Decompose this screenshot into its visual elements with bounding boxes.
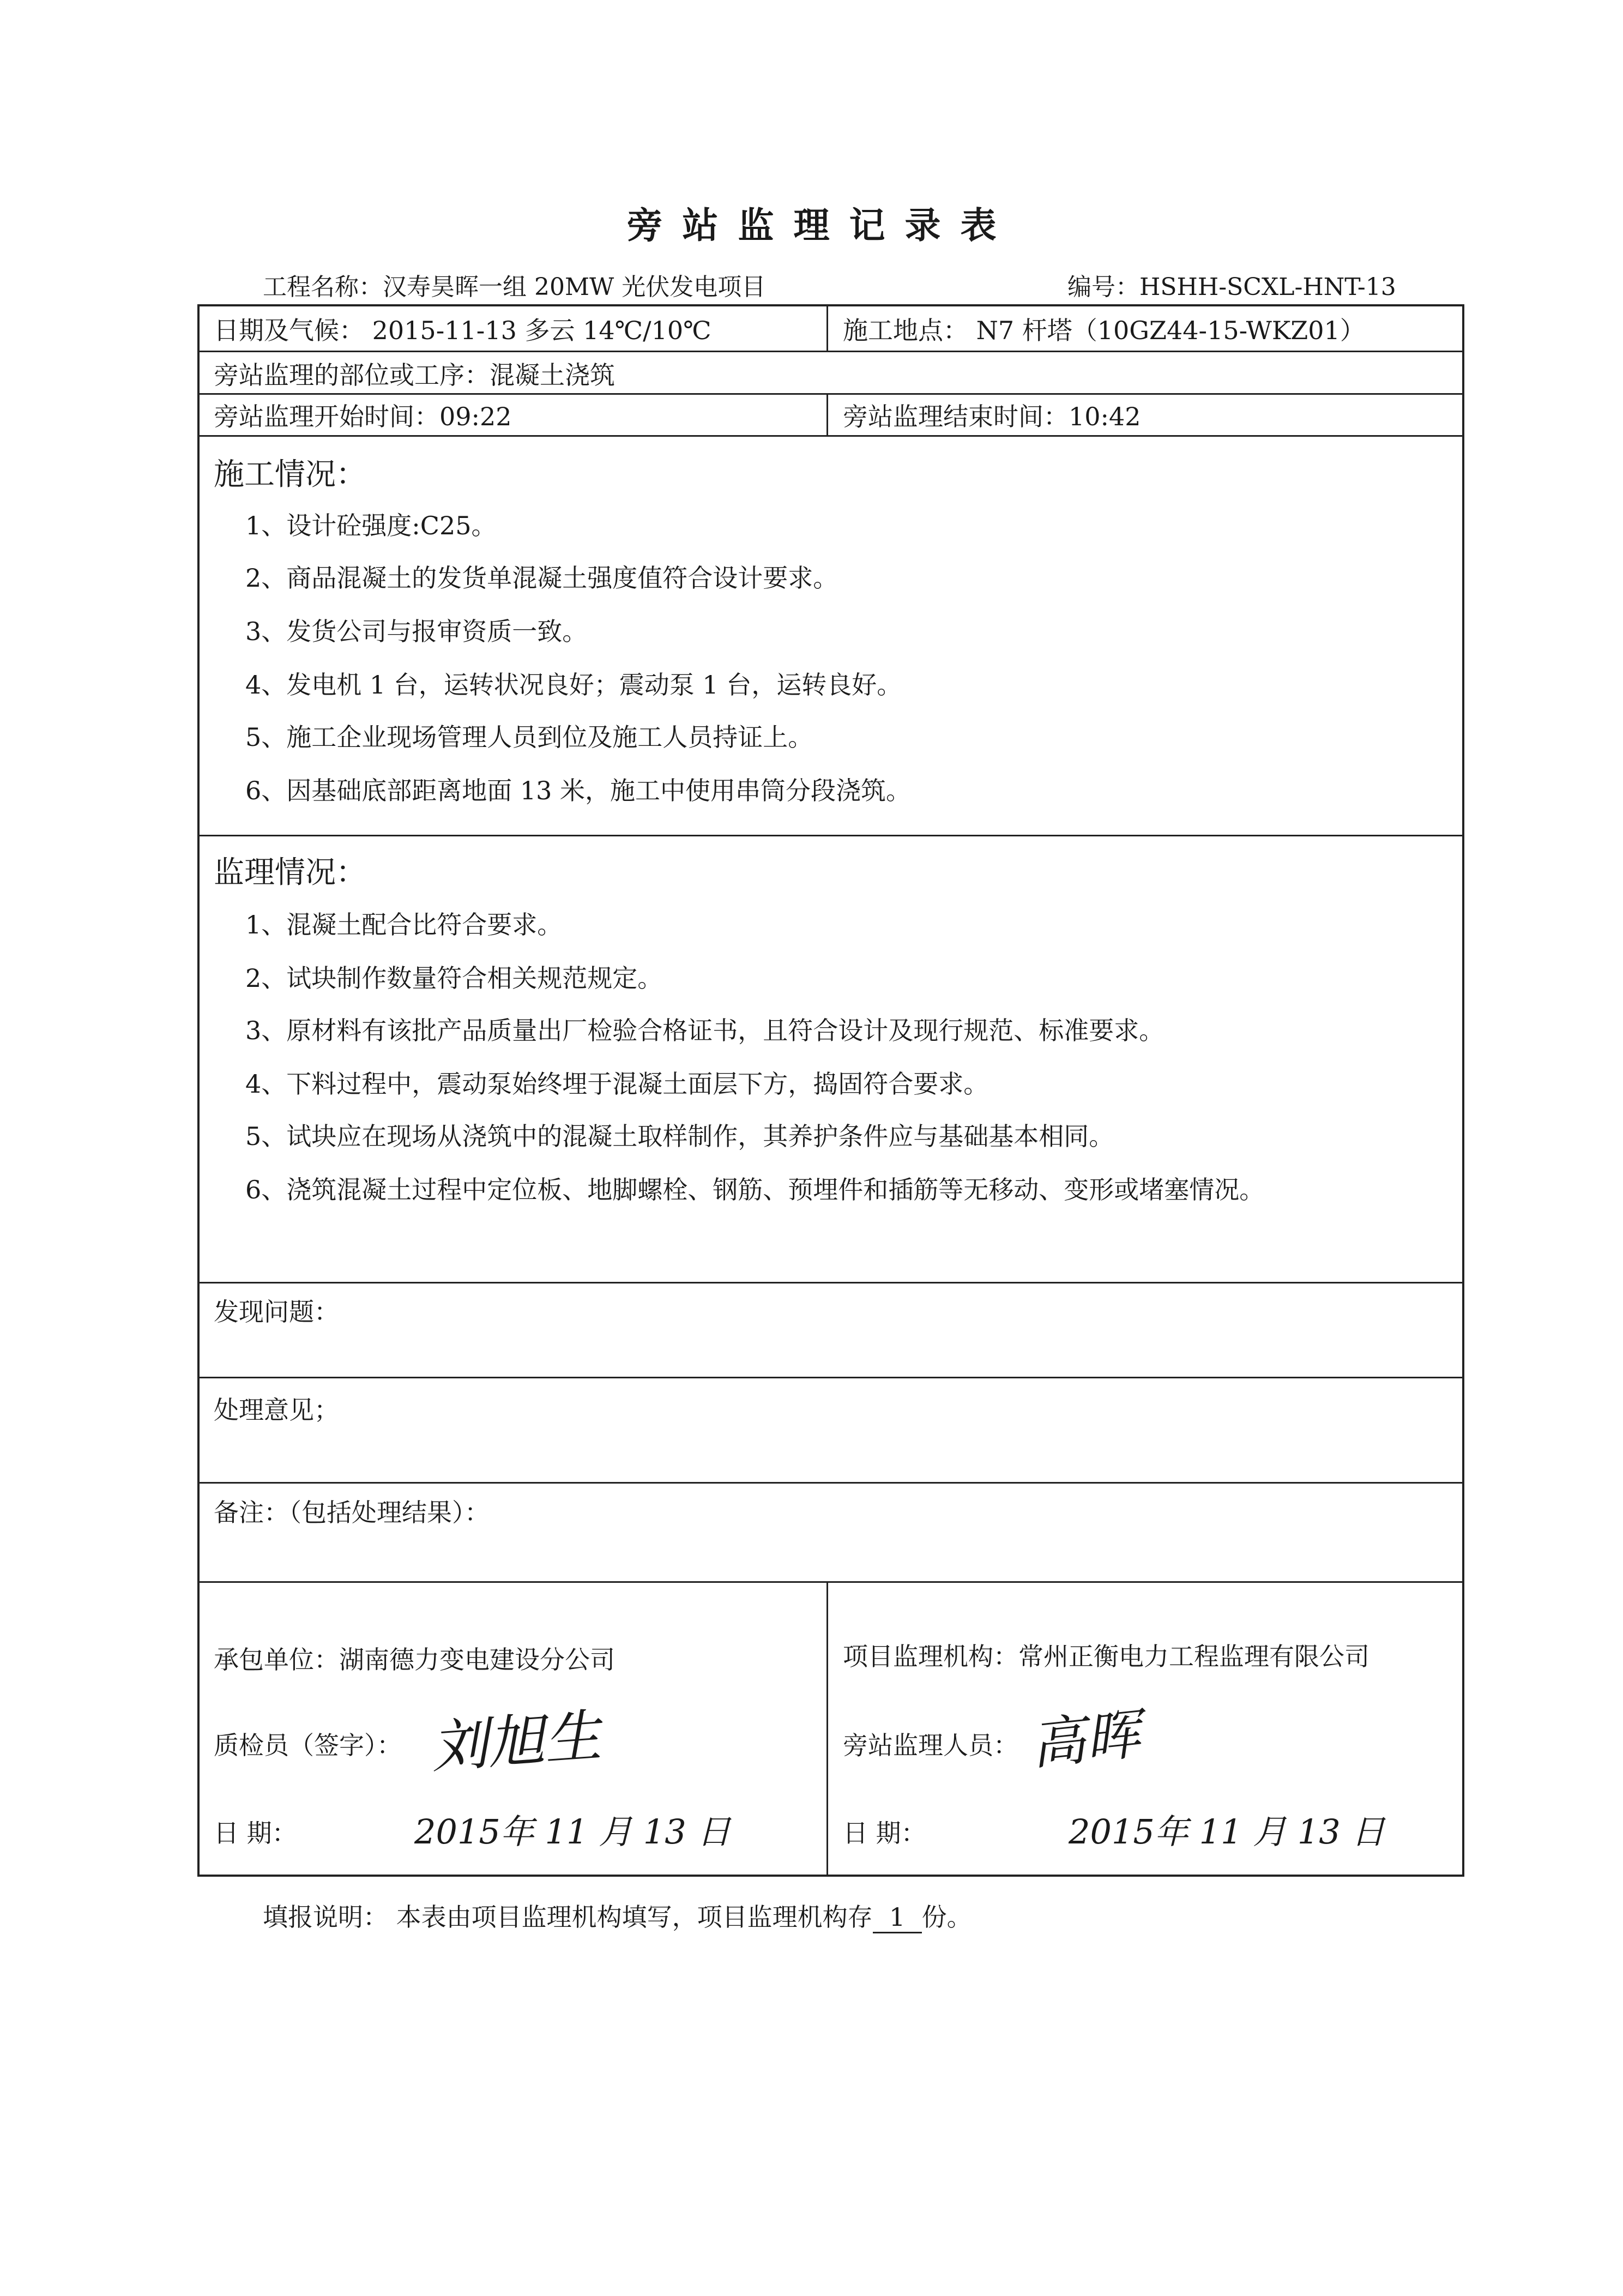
construction-item: 6、因基础底部距离地面 13 米，施工中使用串筒分段浇筑。 [245,776,912,805]
supervision-item: 4、下料过程中，震动泵始终埋于混凝土面层下方，捣固符合要求。 [245,1069,989,1099]
contractor-unit: 承包单位：湖南德力变电建设分公司 [214,1645,615,1674]
supervision-section-title: 监理情况： [214,855,366,890]
inspector-label: 质检员（签字）： [214,1731,402,1760]
column-divider [826,393,828,436]
construction-item: 3、发货公司与报审资质一致。 [245,617,588,646]
inspector-signature: 刘旭生 [429,1702,604,1781]
supervision-item: 3、原材料有该批产品质量出厂检验合格证书，且符合设计及现行规范、标准要求。 [245,1016,1165,1045]
footnote [263,1897,972,1933]
handling-label: 处理意见； [214,1395,339,1425]
footnote-suffix: 份。 [921,1902,972,1932]
row-divider [197,435,1464,437]
construction-location: 施工地点： N7 杆塔（10GZ44-15-WKZ01） [843,316,1365,345]
row-divider [197,1482,1464,1484]
copies-count: 1 [873,1902,922,1933]
supervision-item: 6、浇筑混凝土过程中定位板、地脚螺栓、钢筋、预埋件和插筋等无移动、变形或堵塞情况。 [245,1175,1265,1204]
column-divider [826,1581,828,1877]
row-divider [197,351,1464,352]
document-title: 旁站监理记录表 [626,204,1016,246]
supervision-item: 5、试块应在现场从浇筑中的混凝土取样制作，其养护条件应与基础基本相同。 [245,1122,1114,1151]
row-divider [197,835,1464,836]
contractor-date-label: 日 期： [214,1818,297,1848]
contractor-date: 2015年 11 月 13 日 [414,1812,731,1852]
end-time: 旁站监理结束时间：10:42 [843,402,1141,431]
date-weather: 日期及气候： 2015-11-13 多云 14℃/10℃ [214,316,711,345]
supervisor-date: 2015年 11 月 13 日 [1069,1812,1385,1852]
construction-section-title: 施工情况： [214,457,366,492]
supervisor-org: 项目监理机构：常州正衡电力工程监理有限公司 [843,1642,1369,1671]
remarks-label: 备注：（包括处理结果）： [214,1498,490,1527]
supervisor-date-label: 日 期： [843,1818,926,1848]
supervisor-signature: 高晖 [1028,1702,1143,1777]
construction-item: 4、发电机 1 台，运转状况良好；震动泵 1 台，运转良好。 [245,670,902,700]
row-divider [197,393,1464,395]
issues-label: 发现问题： [214,1297,339,1327]
row-divider [197,1377,1464,1378]
footnote-prefix: 填报说明： 本表由项目监理机构填写，项目监理机构存 [263,1902,873,1932]
construction-item: 2、商品混凝土的发货单混凝土强度值符合设计要求。 [245,563,838,593]
project-name: 工程名称：汉寿昊晖一组 20MW 光伏发电项目 [263,273,766,301]
construction-item: 1、设计砼强度:C25。 [245,511,497,540]
row-divider [197,1581,1464,1583]
row-divider [197,1282,1464,1283]
supervised-part: 旁站监理的部位或工序：混凝土浇筑 [214,360,615,390]
column-divider [826,304,828,352]
document-number: 编号：HSHH-SCXL-HNT-13 [1067,273,1396,301]
supervision-item: 1、混凝土配合比符合要求。 [245,910,563,939]
supervisor-person-label: 旁站监理人员： [843,1731,1018,1760]
start-time: 旁站监理开始时间：09:22 [214,402,512,431]
supervision-item: 2、试块制作数量符合相关规范规定。 [245,963,663,993]
construction-item: 5、施工企业现场管理人员到位及施工人员持证上。 [245,722,813,752]
